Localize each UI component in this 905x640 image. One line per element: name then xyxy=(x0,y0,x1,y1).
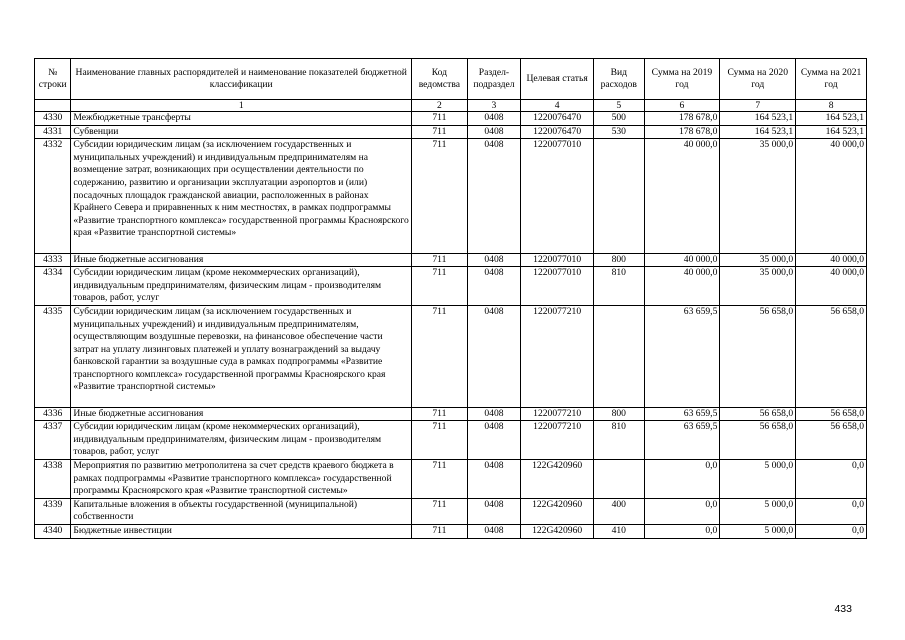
row-department-code: 711 xyxy=(412,305,468,407)
row-target-article: 122G420960 xyxy=(521,525,594,539)
table-row xyxy=(35,421,867,460)
row-target-article: 1220077010 xyxy=(521,139,594,253)
table-row xyxy=(35,267,867,306)
row-target-article: 122G420960 xyxy=(521,498,594,524)
row-sum-2020: 35 000,0 xyxy=(720,253,796,267)
row-department-code: 711 xyxy=(412,253,468,267)
column-number: 3 xyxy=(467,100,521,112)
row-department-code: 711 xyxy=(412,460,468,499)
header-sum-2020: Сумма на 2020 год xyxy=(720,59,796,100)
row-number: 4340 xyxy=(35,525,71,539)
row-number: 4335 xyxy=(35,305,71,407)
row-sum-2021: 40 000,0 xyxy=(796,267,867,306)
row-department-code: 711 xyxy=(412,125,468,139)
row-sum-2019: 0,0 xyxy=(644,525,720,539)
header-name: Наименование главных распорядителей и наименование показателей бюджетной классификации xyxy=(71,59,412,100)
row-department-code: 711 xyxy=(412,421,468,460)
row-sum-2019: 40 000,0 xyxy=(644,139,720,253)
row-number: 4330 xyxy=(35,112,71,126)
header-row-number: № строки xyxy=(35,59,71,100)
row-department-code: 711 xyxy=(412,498,468,524)
row-sum-2019: 178 678,0 xyxy=(644,112,720,126)
row-expense-type: 400 xyxy=(594,498,645,524)
row-sum-2021: 56 658,0 xyxy=(796,305,867,407)
row-sum-2020: 35 000,0 xyxy=(720,139,796,253)
row-sum-2019: 178 678,0 xyxy=(644,125,720,139)
row-name: Мероприятия по развитию метрополитена за счет средств краевого бюджета в рамках подпрограммы «Развитие транспортного комплекса» государственной программы Красноярского края «Развитие транспортной системы» xyxy=(71,460,412,499)
row-expense-type: 410 xyxy=(594,525,645,539)
row-expense-type xyxy=(594,305,645,407)
row-department-code: 711 xyxy=(412,407,468,421)
table-row xyxy=(35,407,867,421)
page-number: 433 xyxy=(834,603,852,615)
row-target-article: 1220077210 xyxy=(521,305,594,407)
row-sum-2021: 40 000,0 xyxy=(796,139,867,253)
header-department-code: Код ведомства xyxy=(412,59,468,100)
row-sum-2019: 40 000,0 xyxy=(644,267,720,306)
row-section: 0408 xyxy=(467,112,521,126)
table-row xyxy=(35,139,867,253)
row-expense-type: 500 xyxy=(594,112,645,126)
row-expense-type: 800 xyxy=(594,253,645,267)
table-row xyxy=(35,525,867,539)
row-section: 0408 xyxy=(467,421,521,460)
row-expense-type xyxy=(594,460,645,499)
row-section: 0408 xyxy=(467,498,521,524)
row-number: 4333 xyxy=(35,253,71,267)
row-number: 4337 xyxy=(35,421,71,460)
row-expense-type: 530 xyxy=(594,125,645,139)
row-number: 4331 xyxy=(35,125,71,139)
budget-table xyxy=(34,58,867,539)
row-section: 0408 xyxy=(467,407,521,421)
row-sum-2020: 164 523,1 xyxy=(720,125,796,139)
table-row xyxy=(35,253,867,267)
column-number: 8 xyxy=(796,100,867,112)
row-target-article: 1220077010 xyxy=(521,267,594,306)
row-number: 4336 xyxy=(35,407,71,421)
row-name: Субсидии юридическим лицам (кроме некоммерческих организаций), индивидуальным предпринимателям, физическим лицам - производителям товаров, работ, услуг xyxy=(71,421,412,460)
row-sum-2021: 40 000,0 xyxy=(796,253,867,267)
column-number xyxy=(35,100,71,112)
row-section: 0408 xyxy=(467,305,521,407)
row-expense-type: 800 xyxy=(594,407,645,421)
table-row xyxy=(35,498,867,524)
row-target-article: 1220076470 xyxy=(521,125,594,139)
row-department-code: 711 xyxy=(412,525,468,539)
row-sum-2020: 56 658,0 xyxy=(720,305,796,407)
header-section: Раздел-подраздел xyxy=(467,59,521,100)
row-target-article: 1220077210 xyxy=(521,421,594,460)
row-sum-2019: 0,0 xyxy=(644,498,720,524)
row-target-article: 1220077010 xyxy=(521,253,594,267)
table-body xyxy=(35,100,867,539)
row-target-article: 122G420960 xyxy=(521,460,594,499)
column-number: 2 xyxy=(412,100,468,112)
row-sum-2021: 0,0 xyxy=(796,525,867,539)
table-row xyxy=(35,305,867,407)
row-expense-type: 810 xyxy=(594,267,645,306)
row-sum-2019: 63 659,5 xyxy=(644,407,720,421)
row-name: Капитальные вложения в объекты государственной (муниципальной) собственности xyxy=(71,498,412,524)
row-number: 4334 xyxy=(35,267,71,306)
row-name: Субсидии юридическим лицам (за исключением государственных и муниципальных учреждений) и индивидуальным предпринимателям на возмещение затрат, возникающих при осуществлении деятельности по содержанию, развитию и организации эксплуатации аэропортов и (или) посадочных площадок гражданской авиации, расположенных в районах Крайнего Севера и приравненных к ним местностях, в рамках подпрограммы «Развитие транспортного комплекса» государственной программы Красноярского края «Развитие транспортной системы» xyxy=(71,139,412,253)
column-number-row xyxy=(35,100,867,112)
header-target-article: Целевая статья xyxy=(521,59,594,100)
row-sum-2020: 164 523,1 xyxy=(720,112,796,126)
table-row xyxy=(35,112,867,126)
header-sum-2021: Сумма на 2021 год xyxy=(796,59,867,100)
row-department-code: 711 xyxy=(412,267,468,306)
row-sum-2021: 164 523,1 xyxy=(796,112,867,126)
row-section: 0408 xyxy=(467,125,521,139)
column-number: 6 xyxy=(644,100,720,112)
row-name: Межбюджетные трансферты xyxy=(71,112,412,126)
header-expense-type: Вид расходов xyxy=(594,59,645,100)
row-number: 4332 xyxy=(35,139,71,253)
row-section: 0408 xyxy=(467,139,521,253)
row-name: Субсидии юридическим лицам (за исключением государственных и муниципальных учреждений) и индивидуальным предпринимателям, осуществляющим воздушные перевозки, на финансовое обеспечение части затрат на уплату лизинговых платежей и уплату вознаграждений за выдачу банковской гарантии за воздушные суда в рамках подпрограммы «Развитие транспортного комплекса» государственной программы Красноярского края «Развитие транспортной системы» xyxy=(71,305,412,407)
row-sum-2019: 63 659,5 xyxy=(644,305,720,407)
row-target-article: 1220077210 xyxy=(521,407,594,421)
row-sum-2020: 5 000,0 xyxy=(720,525,796,539)
row-sum-2020: 56 658,0 xyxy=(720,407,796,421)
row-number: 4338 xyxy=(35,460,71,499)
row-department-code: 711 xyxy=(412,112,468,126)
row-sum-2021: 164 523,1 xyxy=(796,125,867,139)
column-number: 5 xyxy=(594,100,645,112)
row-expense-type xyxy=(594,139,645,253)
row-section: 0408 xyxy=(467,253,521,267)
row-name: Субвенции xyxy=(71,125,412,139)
row-section: 0408 xyxy=(467,460,521,499)
row-sum-2019: 0,0 xyxy=(644,460,720,499)
row-section: 0408 xyxy=(467,267,521,306)
row-name: Субсидии юридическим лицам (кроме некоммерческих организаций), индивидуальным предпринимателям, физическим лицам - производителям товаров, работ, услуг xyxy=(71,267,412,306)
row-sum-2020: 35 000,0 xyxy=(720,267,796,306)
row-sum-2021: 0,0 xyxy=(796,460,867,499)
row-sum-2020: 5 000,0 xyxy=(720,498,796,524)
row-sum-2019: 40 000,0 xyxy=(644,253,720,267)
row-expense-type: 810 xyxy=(594,421,645,460)
row-sum-2021: 56 658,0 xyxy=(796,421,867,460)
row-sum-2020: 5 000,0 xyxy=(720,460,796,499)
row-section: 0408 xyxy=(467,525,521,539)
column-number: 4 xyxy=(521,100,594,112)
row-name: Бюджетные инвестиции xyxy=(71,525,412,539)
row-sum-2021: 56 658,0 xyxy=(796,407,867,421)
row-sum-2020: 56 658,0 xyxy=(720,421,796,460)
row-name: Иные бюджетные ассигнования xyxy=(71,253,412,267)
column-number: 1 xyxy=(71,100,412,112)
row-name: Иные бюджетные ассигнования xyxy=(71,407,412,421)
column-number: 7 xyxy=(720,100,796,112)
header-sum-2019: Сумма на 2019 год xyxy=(644,59,720,100)
row-target-article: 1220076470 xyxy=(521,112,594,126)
row-sum-2021: 0,0 xyxy=(796,498,867,524)
row-department-code: 711 xyxy=(412,139,468,253)
table-row xyxy=(35,125,867,139)
table-header-row xyxy=(35,59,867,100)
table-row xyxy=(35,460,867,499)
row-number: 4339 xyxy=(35,498,71,524)
row-sum-2019: 63 659,5 xyxy=(644,421,720,460)
